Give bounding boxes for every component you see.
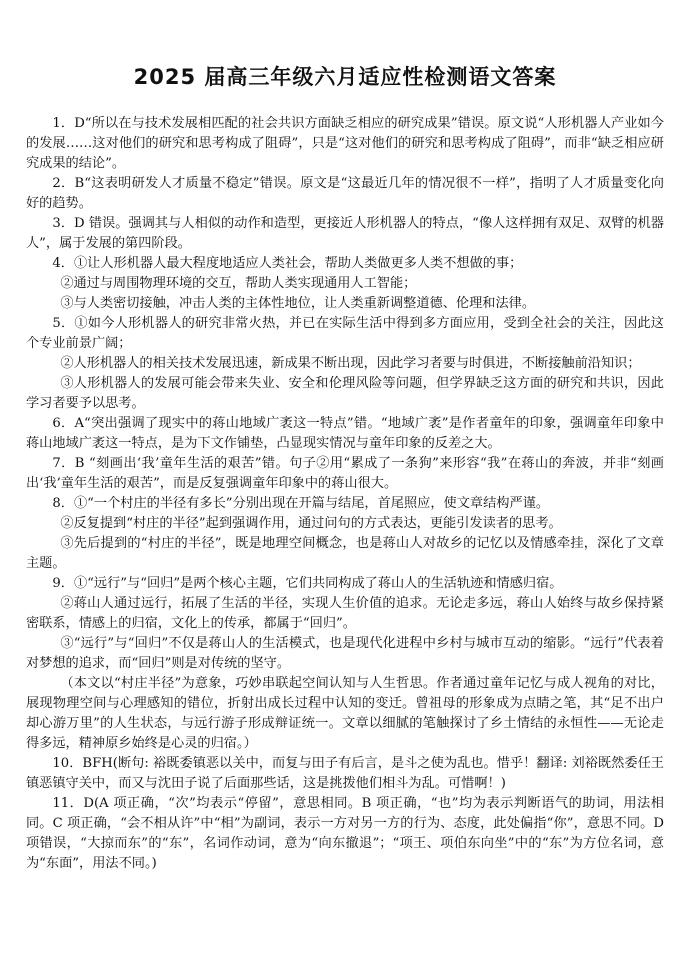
answer-9-point-2: ②蒋山人通过远行，拓展了生活的半径，实现人生价值的追求。无论走多远，蒋山人始终与故乡保持紧密联系，情感上的归宿，文化上的传承，都属于“回归”。 bbox=[26, 596, 664, 631]
answer-5-point-3: ③人形机器人的发展可能会带来失业、安全和伦理风险等问题，但学界缺乏这方面的研究和共识，因此学习者要予以思考。 bbox=[26, 376, 664, 411]
answer-6: 6．A“突出强调了现实中的蒋山地域广袤这一特点”错。“地域广袤”是作者童年的印象，强调童年印象中蒋山地域广袤这一特点，是为下文作铺垫，凸显现实情况与童年印象的反差之大。 bbox=[26, 416, 664, 451]
answer-8-point-3: ③先后提到的“村庄的半径”，既是地理空间概念，也是蒋山人对故乡的记忆以及情感牵挂，深化了文章主题。 bbox=[26, 536, 664, 571]
answer-4-point-2: ②通过与周围物理环境的交互，帮助人类实现通用人工智能； bbox=[60, 276, 417, 291]
answer-10: 10．BFH(断句: 裕既委镇恶以关中，而复与田子有后言，是斗之使为乱也。惜乎！翻译: 刘裕既然委任王镇恶镇守关中，而又与沈田子说了后面那些话，这是挑拨他们相斗为乱。可惜啊！) bbox=[26, 756, 664, 791]
answer-content bbox=[26, 114, 664, 874]
answer-8-point-2: ②反复提到“村庄的半径”起到强调作用，通过问句的方式表达，更能引发读者的思考。 bbox=[60, 516, 562, 531]
answer-1: 1．D“所以在与技术发展相匹配的社会共识方面缺乏相应的研究成果”错误。原文说“人形机器人产业如今的发展……这对他们的研究和思考构成了阻碍”，只是“这对他们的研究和思考构成了阻碍”，而非“缺乏相应研究成果的结论”。 bbox=[26, 116, 664, 171]
answer-5-point-1: 5．①如今人形机器人的研究非常火热，并已在实际生活中得到多方面应用，受到全社会的关注，因此这个专业前景广阔； bbox=[26, 316, 664, 351]
answer-9-point-1: 9．①“远行”与“回归”是两个核心主题，它们共同构成了蒋山人的生活轨迹和情感归宿。 bbox=[52, 576, 563, 591]
answer-4-point-3: ③与人类密切接触，冲击人类的主体性地位，让人类重新调整道德、伦理和法律。 bbox=[60, 296, 536, 311]
answer-5-point-2: ②人形机器人的相关技术发展迅速，新成果不断出现，因此学习者要与时俱进，不断接触前沿知识； bbox=[60, 356, 641, 371]
answer-8-point-1: 8．①“一个村庄的半径有多长”分别出现在开篇与结尾，首尾照应，使文章结构严谨。 bbox=[52, 496, 550, 511]
page-title: 2025 届高三年级六月适应性检测语文答案 bbox=[133, 65, 557, 89]
answer-3: 3．D 错误。强调其与人相似的动作和造型，更接近人形机器人的特点，“像人这样拥有双足、双臂的机器人”，属于发展的第四阶段。 bbox=[26, 216, 664, 251]
answer-9-point-3: ③“远行”与“回归”不仅是蒋山人的生活模式，也是现代化进程中乡村与城市互动的缩影。“远行”代表着对梦想的追求，而“回归”则是对传统的坚守。 bbox=[26, 636, 664, 671]
answer-11: 11．D(A 项正确，“次”均表示“停留”，意思相同。B 项正确，“也”均为表示判断语气的助词，用法相同。C 项正确，“会不相从许”中“相”为副词，表示一方对另一方的行为、态度，此处偏指“你”，意思不同。D 项错误，“大掠而东”的“东”，名词作动词，意为“向东撤退”；“项王、项伯东向坐”中的“东”为方位名词，意为“东面”，用法不同。) bbox=[26, 796, 664, 871]
answer-2: 2．B“这表明研发人才质量不稳定”错误。原文是“这最近几年的情况很不一样”，指明了人才质量变化向好的趋势。 bbox=[26, 176, 664, 211]
answer-7: 7．B “刻画出‘我’童年生活的艰苦”错。句子②用“累成了一条狗”来形容“我”在蒋山的奔波，并非“刻画出‘我’童年生活的艰苦”，而是反复强调童年印象中的蒋山很大。 bbox=[26, 456, 664, 491]
answer-4-point-1: 4．①让人形机器人最大程度地适应人类社会，帮助人类做更多人类不想做的事； bbox=[52, 256, 523, 271]
answer-9-commentary: （本文以“村庄半径”为意象，巧妙串联起空间认知与人生哲思。作者通过童年记忆与成人视角的对比，展现物理空间与心理感知的错位，折射出成长过程中认知的变迁。曾祖母的形象成为点睛之笔，其“足不出户却心游万里”的人生状态，与远行游子形成辩证统一。文章以细腻的笔触探讨了乡土情结的永恒性——无论走得多远，精神原乡始终是心灵的归宿。） bbox=[26, 676, 664, 751]
